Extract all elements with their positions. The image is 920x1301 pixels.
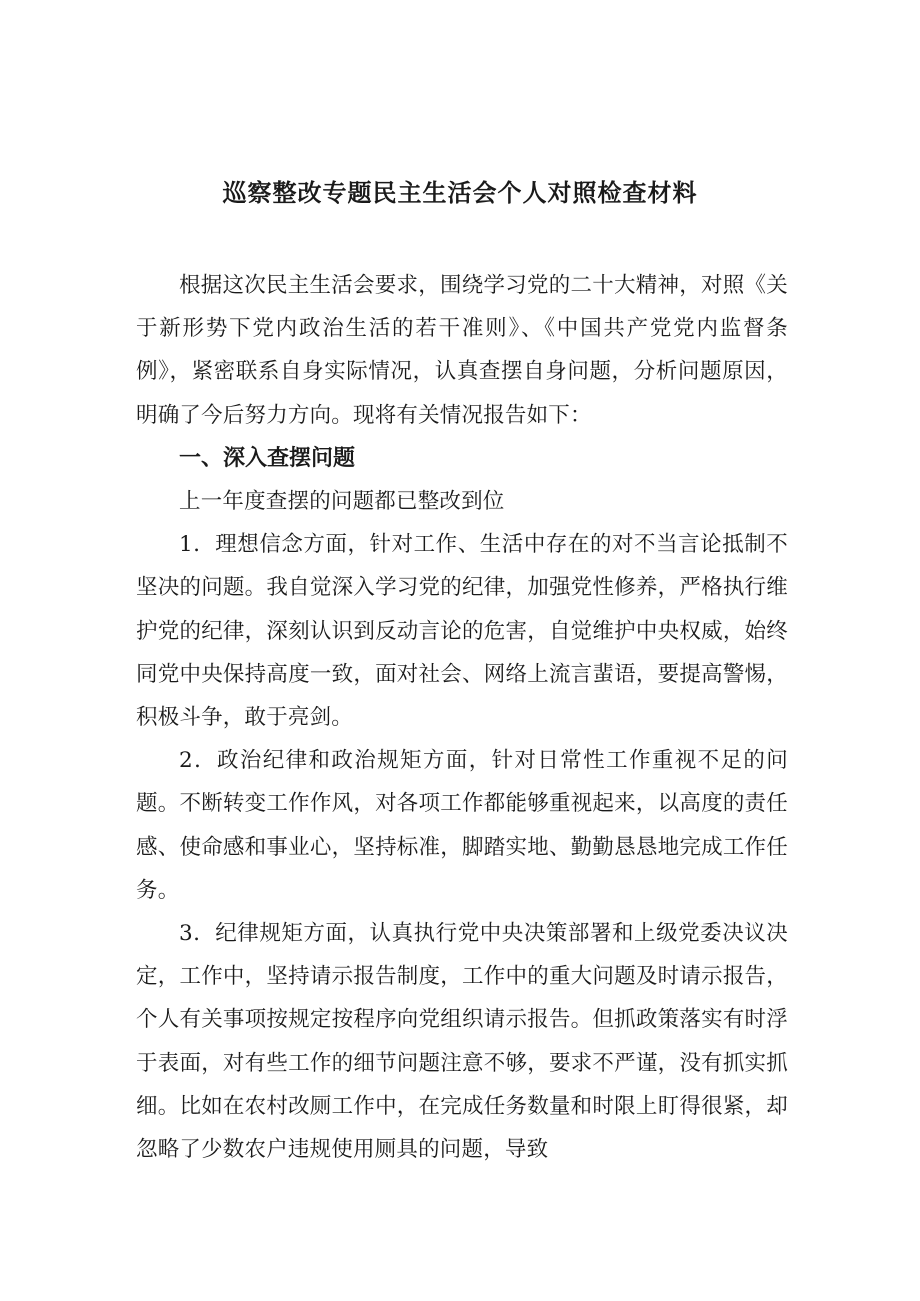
item-paragraph-3: 3．纪律规矩方面，认真执行党中央决策部署和上级党委决议决定，工作中，坚持请示报告制度，工作中的重大问题及时请示报告，个人有关事项按规定按程序向党组织请示报告。但抓政策落实有时浮于表面，对有些工作的细节问题注意不够，要求不严谨，没有抓实抓细。比如在农村改厕工作中，在完成任务数量和时限上盯得很紧，却忽略了少数农户违规使用厕具的问题，导致 [136,921,788,1163]
document-title: 巡察整改专题民主生活会个人对照检查材料 [222,179,698,207]
section-heading: 一、深入查摆问题 [179,445,356,471]
intro-paragraph: 根据这次民主生活会要求，围绕学习党的二十大精神，对照《关于新形势下党内政治生活的若干准则》、《中国共产党党内监督条例》，紧密联系自身实际情况，认真查摆自身问题，分析问题原因，明确了今后努力方向。现将有关情况报告如下： [136,273,788,428]
document-body [136,264,788,1171]
item-paragraph-2: 2．政治纪律和政治规矩方面，针对日常性工作重视不足的问题。不断转变工作作风，对各项工作都能够重视起来，以高度的责任感、使命感和事业心，坚持标准，脚踏实地、勤勤恳恳地完成工作任务。 [136,748,788,903]
sub-heading: 上一年度查摆的问题都已整改到位 [179,489,505,515]
item-paragraph-1: 1．理想信念方面，针对工作、生活中存在的对不当言论抵制不坚决的问题。我自觉深入学习党的纪律，加强党性修养，严格执行维护党的纪律，深刻认识到反动言论的危害，自觉维护中央权威，始终同党中央保持高度一致，面对社会、网络上流言蜚语，要提高警惕，积极斗争，敢于亮剑。 [136,532,788,731]
